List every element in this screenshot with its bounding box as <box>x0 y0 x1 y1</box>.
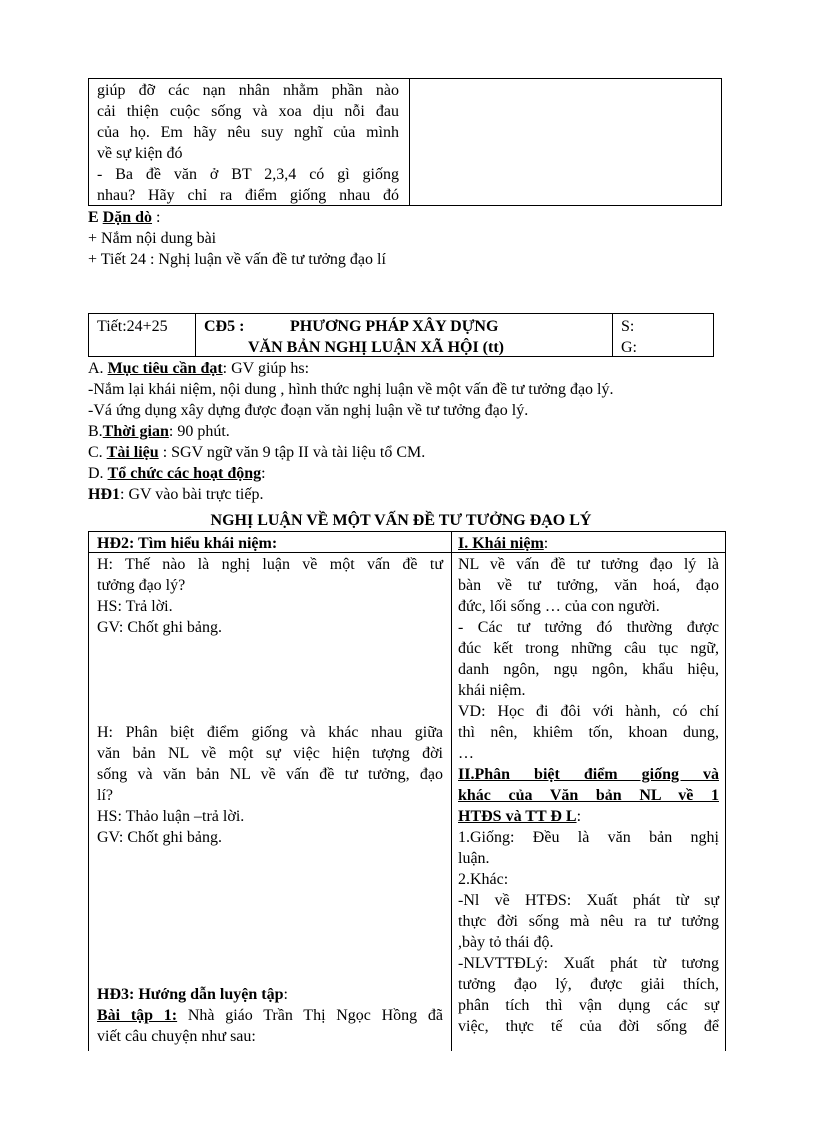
definition-line: - Các tư tưởng đó thường được <box>458 619 719 636</box>
sec1-title: I. Khái niệm <box>458 535 544 552</box>
definition-line: thì nên, khiêm tốn, khoan dung, <box>458 724 719 741</box>
lesson-period: Tiết:24+25 <box>97 318 168 335</box>
text-line: về sự kiện đó <box>97 145 183 162</box>
question-line: tưởng đạo lý? <box>97 577 186 594</box>
definition-line: VD: Học đi đôi với hành, có chí <box>458 703 719 720</box>
sec1-colon: : <box>543 535 549 552</box>
homework-colon: : <box>152 209 161 226</box>
comparison-line: -Nl về HTĐS: Xuất phát từ sự <box>458 892 719 909</box>
sec2-title-end: HTĐS và TT Đ L <box>458 808 577 825</box>
objectives-title: Mục tiêu cần đạt <box>107 360 223 377</box>
hd3-colon: : <box>283 986 288 1003</box>
teacher-note: GV: Chốt ghi bảng. <box>97 829 223 846</box>
exercise-line <box>97 1005 443 1026</box>
comparison-line: phân tích thì vận dụng các sự <box>458 997 719 1014</box>
hd3-title: HĐ3: Hướng dẫn luyện tập <box>97 986 284 1003</box>
main-left-cell-q2 <box>97 722 443 848</box>
sec2-title-line: khác của Văn bản NL về 1 <box>458 787 719 804</box>
comparison-line: ,bày tỏ thái độ. <box>458 934 554 951</box>
objective-item: -Vá ứng dụng xây dựng được đoạn văn nghị luận về tư tưởng đạo lý. <box>88 402 529 419</box>
lesson-title-line2: VĂN BẢN NGHỊ LUẬN XÃ HỘI (tt) <box>248 339 504 356</box>
comparison-line: -NLVTTĐLý: Xuất phát từ tương <box>458 955 719 972</box>
homework-title: Dặn dò <box>102 209 153 226</box>
question-line: H: Thế nào là nghị luận về một vấn đề tư <box>97 556 443 573</box>
main-left-cell-hd3 <box>97 984 443 1047</box>
continuation-left-cell <box>97 80 399 206</box>
homework-heading <box>88 207 688 228</box>
main-right-cell <box>458 533 719 1037</box>
question-line: văn bản NL về một sự việc hiện tượng đời <box>97 745 443 762</box>
s-label: S: <box>621 318 635 335</box>
homework-label: E <box>88 209 99 226</box>
hd1-line <box>88 484 748 505</box>
topic-code: CĐ5 : <box>204 318 245 335</box>
question-line: sống và văn bản NL về vấn đề tư tưởng, đạo <box>97 766 443 783</box>
definition-line: đức, lối sống … của con người. <box>458 598 660 615</box>
definition-line: bàn về tư tưởng, văn hoá, đạo <box>458 577 719 594</box>
comparison-line: 2.Khác: <box>458 871 509 888</box>
exercise-line: viết câu chuyện như sau: <box>97 1028 256 1045</box>
hd1-text: : GV vào bài trực tiếp. <box>120 486 264 503</box>
comparison-line: luận. <box>458 850 490 867</box>
header-divider-1 <box>195 313 196 357</box>
time-line <box>88 421 748 442</box>
time-after: : 90 phút. <box>168 423 230 440</box>
exercise-text: Nhà giáo Trần Thị Ngọc Hồng đã <box>177 1007 444 1024</box>
comparison-line: thực đời sống mà nêu ra tư tưởng <box>458 913 719 930</box>
time-title: Thời gian <box>102 423 169 440</box>
main-table-divider <box>451 531 452 1051</box>
text-line: nhau? Hãy chỉ ra điểm giống nhau đó <box>97 187 399 204</box>
exercise-label: Bài tập 1: <box>97 1007 178 1024</box>
text-line: của họ. Em hãy nêu suy nghĩ của mình <box>97 124 399 141</box>
definition-line: NL về vấn đề tư tưởng đạo lý là <box>458 556 719 573</box>
materials-title: Tài liệu <box>106 444 159 461</box>
definition-line: danh ngôn, ngụ ngôn, khẩu hiệu, <box>458 661 719 678</box>
hd1-label: HĐ1 <box>88 486 120 503</box>
sec2-colon: : <box>576 808 582 825</box>
text-line: cải thiện cuộc sống và xoa dịu nỗi đau <box>97 103 399 120</box>
header-divider-2 <box>612 313 613 357</box>
homework-item: + Nắm nội dung bài <box>88 230 217 247</box>
activities-org-after: : <box>261 465 266 482</box>
section-heading: NGHỊ LUẬN VỀ MỘT VẤN ĐỀ TƯ TƯỞNG ĐẠO LÝ <box>210 512 592 529</box>
question-line: H: Phân biệt điểm giống và khác nhau giữa <box>97 724 443 741</box>
lesson-title-line1: PHƯƠNG PHÁP XÂY DỰNG <box>290 318 499 335</box>
definition-line: … <box>458 745 474 762</box>
sec1-heading <box>458 533 719 554</box>
student-answer: HS: Trả lời. <box>97 598 173 615</box>
main-left-cell <box>97 533 443 638</box>
continuation-table-divider <box>409 78 410 206</box>
materials-line <box>88 442 748 463</box>
objectives-after: : GV giúp hs: <box>222 360 310 377</box>
activities-org-prefix: D. <box>88 465 108 482</box>
activities-org-line <box>88 463 748 484</box>
question-line: lí? <box>97 787 113 804</box>
materials-prefix: C. <box>88 444 107 461</box>
sec2-title-line <box>458 806 719 827</box>
objectives-prefix: A. <box>88 360 108 377</box>
homework-item: + Tiết 24 : Nghị luận về vấn đề tư tưởng đạo lí <box>88 251 386 268</box>
comparison-line: việc, thực tế của đời sống để <box>458 1018 719 1035</box>
time-prefix: B. <box>88 423 103 440</box>
comparison-line: 1.Giống: Đều là văn bản nghị <box>458 829 719 846</box>
hd2-title: HĐ2: Tìm hiểu khái niệm: <box>97 535 278 552</box>
student-answer: HS: Thảo luận –trả lời. <box>97 808 245 825</box>
objectives-heading <box>88 358 748 379</box>
sec2-title-line: II.Phân biệt điểm giống và <box>458 766 719 783</box>
definition-line: đúc kết trong những câu tục ngữ, <box>458 640 719 657</box>
materials-after: : SGV ngữ văn 9 tập II và tài liệu tổ CM. <box>158 444 426 461</box>
lesson-info <box>88 358 748 505</box>
comparison-line: tưởng đạo lý, được giải thích, <box>458 976 719 993</box>
hd3-heading <box>97 984 443 1005</box>
g-label: G: <box>621 339 637 356</box>
objective-item: -Nắm lại khái niệm, nội dung , hình thức nghị luận về một vấn đề tư tưởng đạo lý. <box>88 381 614 398</box>
teacher-note: GV: Chốt ghi bảng. <box>97 619 223 636</box>
homework-section <box>88 207 688 270</box>
text-line: giúp đỡ các nạn nhân nhằm phần nào <box>97 82 399 99</box>
text-line: - Ba đề văn ở BT 2,3,4 có gì giống <box>97 166 399 183</box>
activities-org-title: Tổ chức các hoạt động <box>107 465 262 482</box>
main-table-row-line <box>88 552 726 553</box>
definition-line: khái niệm. <box>458 682 526 699</box>
